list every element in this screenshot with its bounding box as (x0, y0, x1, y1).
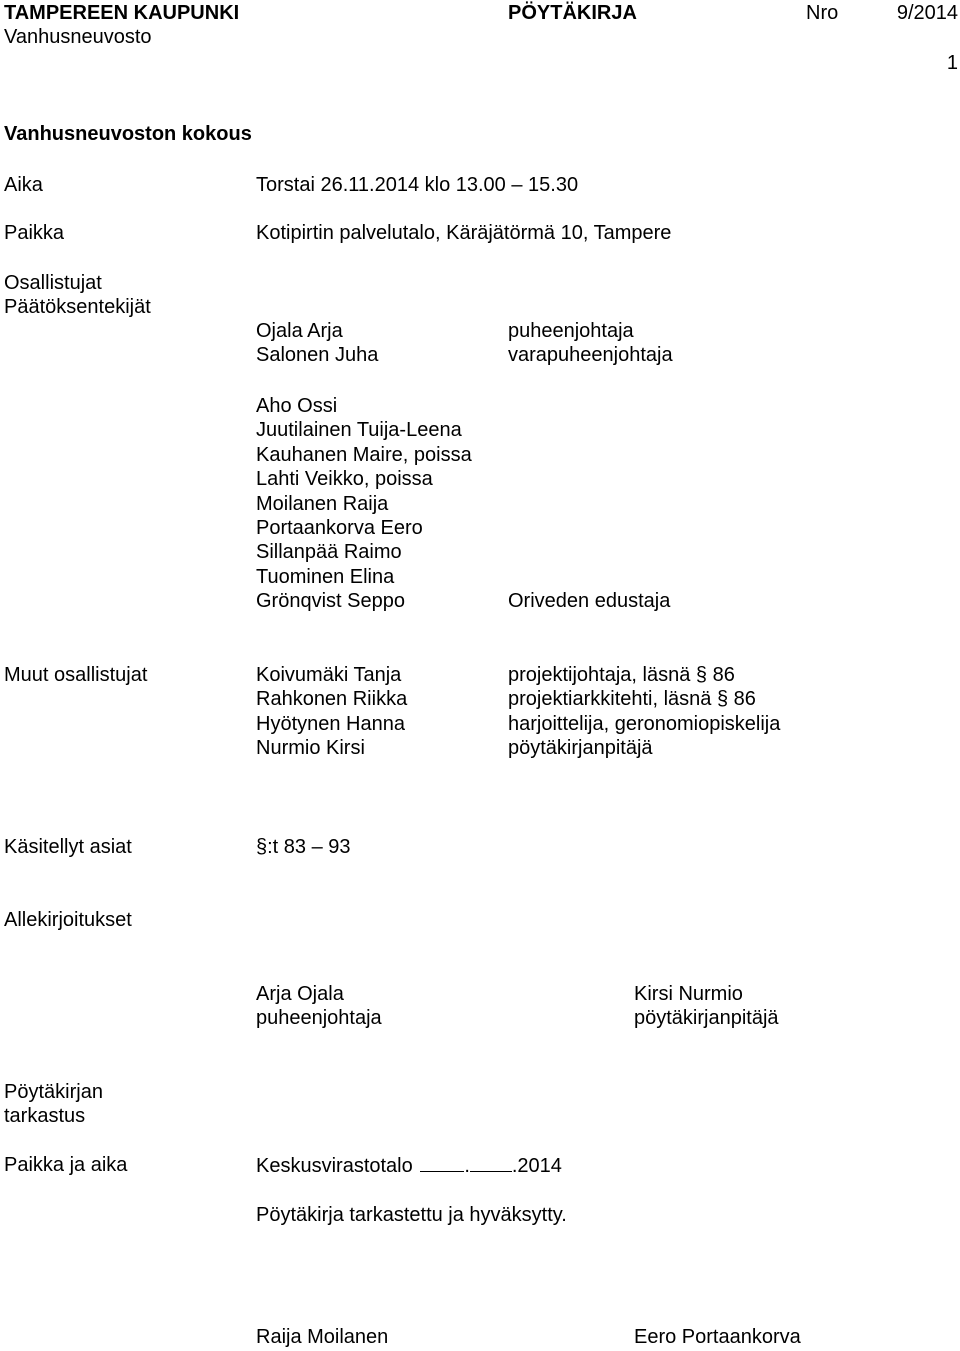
others-roles (508, 663, 780, 761)
place-time-value: Keskusvirastotalo (256, 1155, 413, 1177)
date-day-blank[interactable] (420, 1153, 464, 1172)
place-time-row (256, 1153, 562, 1178)
date-dot: . (464, 1155, 470, 1177)
participants-sublabel: Päätöksentekijät (4, 296, 151, 318)
reviewer1-name: Raija Moilanen (256, 1326, 389, 1348)
others-names (256, 663, 407, 761)
page-number: 1 (946, 52, 958, 74)
time-label: Aika (4, 174, 43, 196)
handled-label: Käsitellyt asiat (4, 836, 132, 858)
review-label-line2: tarkastus (4, 1105, 86, 1127)
member-name: Juutilainen Tuija-Leena (256, 419, 462, 442)
other-name: Rahkonen Riikka (256, 688, 408, 711)
document-title: Vanhusneuvoston kokous (4, 123, 252, 145)
member-role: Oriveden edustaja (508, 590, 671, 612)
header-org: TAMPEREEN KAUPUNKI (4, 2, 240, 24)
member-name: Kauhanen Maire, poissa (256, 443, 472, 466)
member-names (256, 394, 472, 614)
member-name: Tuominen Elina (256, 565, 395, 588)
others-label: Muut osallistujat (4, 664, 148, 686)
header-body-name: Vanhusneuvosto (4, 26, 152, 48)
reviewer2-name: Eero Portaankorva (634, 1326, 801, 1348)
member-name: Moilanen Raija (256, 492, 389, 515)
member-name: Aho Ossi (256, 395, 338, 417)
chair-names (256, 319, 378, 368)
member-name: Grönqvist Seppo (256, 590, 405, 613)
other-name: Nurmio Kirsi (256, 737, 365, 760)
signer2-role: pöytäkirjanpitäjä (634, 1007, 779, 1029)
approved-text: Pöytäkirja tarkastettu ja hyväksytty. (256, 1204, 567, 1226)
header-number: 9/2014 (896, 2, 958, 24)
member-name: Lahti Veikko, poissa (256, 468, 433, 491)
chair-name: Ojala Arja (256, 320, 343, 342)
signer1-role: puheenjohtaja (256, 1007, 382, 1029)
chair-roles (508, 319, 673, 368)
chair-role: varapuheenjohtaja (508, 344, 673, 367)
place-value: Kotipirtin palvelutalo, Käräjätörmä 10, Tampere (256, 222, 672, 244)
other-name: Koivumäki Tanja (256, 664, 402, 686)
time-value: Torstai 26.11.2014 klo 13.00 – 15.30 (256, 174, 579, 196)
handled-value: §:t 83 – 93 (256, 836, 351, 858)
other-name: Hyötynen Hanna (256, 712, 405, 735)
member-name: Sillanpää Raimo (256, 541, 402, 564)
review-label-line1: Pöytäkirjan (4, 1081, 103, 1103)
signer1-name: Arja Ojala (256, 983, 344, 1005)
other-role: projektijohtaja, läsnä § 86 (508, 664, 735, 686)
other-role: pöytäkirjanpitäjä (508, 737, 653, 760)
date-month-blank[interactable] (470, 1153, 512, 1172)
other-role: harjoittelija, geronomiopiskelija (508, 712, 781, 735)
date-year: .2014 (511, 1155, 562, 1177)
place-time-label: Paikka ja aika (4, 1154, 128, 1176)
place-label: Paikka (4, 222, 65, 244)
participants-label: Osallistujat (4, 272, 102, 294)
header-number-label: Nro (806, 2, 839, 24)
chair-name: Salonen Juha (256, 344, 379, 367)
signatures-label: Allekirjoitukset (4, 909, 132, 931)
chair-role: puheenjohtaja (508, 320, 634, 342)
signer2-name: Kirsi Nurmio (634, 983, 743, 1005)
header-doc-type: PÖYTÄKIRJA (508, 2, 637, 24)
member-name: Portaankorva Eero (256, 516, 423, 539)
other-role: projektiarkkitehti, läsnä § 86 (508, 688, 756, 711)
